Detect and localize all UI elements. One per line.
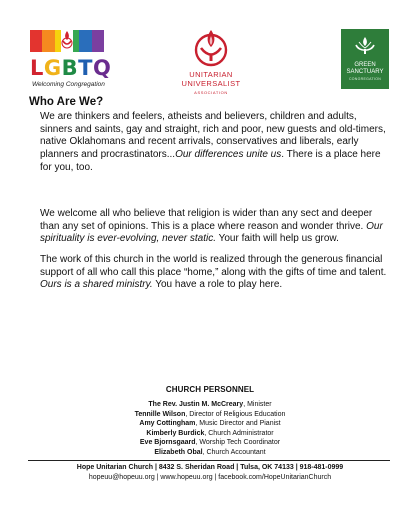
uua-logo [180,28,242,106]
paragraph-welcome: We welcome all who believe that religion is wider than any sect and deeper than any set of opinions. This is a place where reason and wonder thrive. Our spirituality is ever-evolving, never static. Your faith will help us grow. [40,208,383,245]
staff-item: Eve Bjornsgaard, Worship Tech Coordinator [139,439,281,447]
lgbtq-caption: Welcoming Congregation [32,81,105,88]
green-sanctuary-logo [341,29,389,89]
staff-list [0,400,420,458]
staff-item: Elizabeth Obal, Church Accountant [154,448,266,456]
chalice-icon [61,27,73,55]
lgbtq-wordmark: LGBTQ [30,56,112,80]
uua-name: UNITARIAN UNIVERSALIST [181,70,241,88]
paragraph-who-we-are: We are thinkers and feelers, atheists and believers, children and adults, sinners and saints, gay and straight, rich and poor, new guests and old-timers, native Oklahomans and recent arrivals, conservatives and liberals, early planners and procrastinators...Our differences unite us. There is a place here for you, too. [40,111,386,173]
footer-divider [28,460,390,461]
paragraph-ministry: The work of this church in the world is realized through the generous financial support of all who call this place “home,” along with the gifts of time and talent. Ours is a shared ministry. You have a role to play here. [40,254,387,291]
lgbtq-welcoming-logo [30,30,112,90]
footer-address: Hope Unitarian Church | 8432 S. Sheridan Road | Tulsa, OK 74133 | 918-481-0999 [76,464,344,471]
green-sanctuary-caption: CONGREGATION [348,77,382,81]
flaming-chalice-icon [192,28,230,70]
leaf-chalice-icon [353,34,377,58]
staff-item: The Rev. Justin M. McCreary, Minister [148,401,272,408]
section-heading: Who Are We? [29,96,104,108]
staff-item: Kimberly Burdick, Church Administrator [146,429,274,437]
footer-contact: hopeuu@hopeuu.org | www.hopeuu.org | facebook.com/HopeUnitarianChurch [88,474,332,481]
staff-item: Amy Cottingham, Music Director and Pianist [139,420,281,428]
staff-item: Tennille Wilson, Director of Religious Education [134,410,286,418]
uua-association: ASSOCIATION [194,90,228,95]
personnel-title: CHURCH PERSONNEL [165,385,255,394]
green-sanctuary-title: GREEN SANCTUARY [346,62,384,75]
